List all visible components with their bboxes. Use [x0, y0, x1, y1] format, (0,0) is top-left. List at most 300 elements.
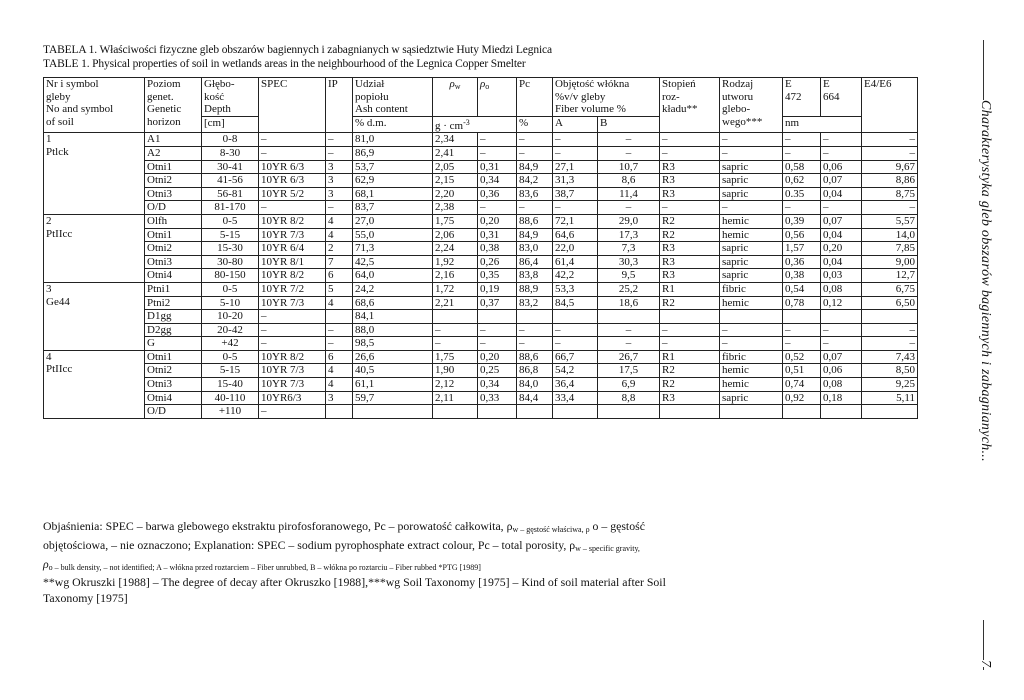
unit-density: $g \cdot cm^{-3}$	[433, 116, 517, 133]
cell-rho-w: –	[433, 323, 478, 337]
cell-fiber-b: –	[598, 201, 660, 215]
cell-material: –	[720, 323, 783, 337]
cell-pc: –	[517, 201, 553, 215]
cell-rho-o: 0,33	[478, 391, 517, 405]
cell-material: sapric	[720, 174, 783, 188]
cell-horizon: Olfh	[145, 214, 202, 228]
cell-fiber-a: 42,2	[553, 269, 598, 283]
cell-rho-w	[433, 405, 478, 419]
cell-depth: 0-5	[202, 350, 259, 364]
cell-fiber-a: 84,5	[553, 296, 598, 310]
cell-fiber-a: 22,0	[553, 242, 598, 256]
header-rho-w: $\rho_w$	[433, 78, 478, 117]
cell-ash: 88,0	[353, 323, 433, 337]
cell-horizon: O/D	[145, 405, 202, 419]
cell-fiber-b: 25,2	[598, 282, 660, 296]
cell-material	[720, 405, 783, 419]
cell-material: –	[720, 146, 783, 160]
cell-e472	[783, 310, 821, 324]
cell-rho-o: 0,34	[478, 378, 517, 392]
table-row	[44, 187, 918, 201]
cell-decay: –	[660, 133, 720, 147]
unit-depth: [cm]	[202, 116, 259, 133]
cell-rho-w: 1,75	[433, 214, 478, 228]
cell-ip: –	[326, 337, 353, 351]
cell-fiber-a: –	[553, 201, 598, 215]
cell-e664: –	[821, 337, 862, 351]
table-row	[44, 269, 918, 283]
cell-rho-o: 0,37	[478, 296, 517, 310]
cell-material: –	[720, 337, 783, 351]
cell-e4e6	[862, 310, 918, 324]
cell-fiber-a: –	[553, 323, 598, 337]
cell-ip: 4	[326, 364, 353, 378]
cell-spec: 10YR 7/3	[259, 296, 326, 310]
cell-fiber-a: 53,3	[553, 282, 598, 296]
cell-material: hemic	[720, 378, 783, 392]
cell-rho-o: 0,26	[478, 255, 517, 269]
cell-e4e6: 6,75	[862, 282, 918, 296]
cell-decay: R3	[660, 160, 720, 174]
cell-horizon: Otni3	[145, 187, 202, 201]
soil-id-cell: 3 Ge44	[44, 282, 145, 350]
unit-pc: %	[517, 116, 553, 133]
cell-horizon: D1gg	[145, 310, 202, 324]
cell-e664: –	[821, 201, 862, 215]
unit-nm: nm	[783, 116, 862, 133]
cell-e664: 0,04	[821, 255, 862, 269]
running-header	[966, 20, 1006, 700]
cell-e664: 0,07	[821, 350, 862, 364]
cell-material: hemic	[720, 228, 783, 242]
cell-rho-w: 2,24	[433, 242, 478, 256]
cell-decay: R3	[660, 187, 720, 201]
cell-spec: –	[259, 310, 326, 324]
cell-ip: 3	[326, 187, 353, 201]
cell-fiber-b: 6,9	[598, 378, 660, 392]
cell-horizon: Otni3	[145, 255, 202, 269]
cell-ip: 6	[326, 269, 353, 283]
cell-material: hemic	[720, 296, 783, 310]
cell-e4e6: 7,85	[862, 242, 918, 256]
cell-fiber-a: 38,7	[553, 187, 598, 201]
cell-decay: R2	[660, 214, 720, 228]
cell-material: sapric	[720, 187, 783, 201]
table-row	[44, 146, 918, 160]
cell-fiber-b: 11,4	[598, 187, 660, 201]
cell-ash: 27,0	[353, 214, 433, 228]
cell-e472: 0,52	[783, 350, 821, 364]
cell-decay: R2	[660, 296, 720, 310]
cell-ip: –	[326, 323, 353, 337]
cell-material: sapric	[720, 160, 783, 174]
cell-e664: –	[821, 146, 862, 160]
cell-ash	[353, 405, 433, 419]
notes-line-4: **wg Okruszki [1988] – The degree of decay after Okruszko [1988],***wg Soil Taxonomy [1975] – Kind of soil material after Soil	[43, 575, 666, 590]
table-header-row	[44, 78, 918, 117]
cell-fiber-a: –	[553, 337, 598, 351]
cell-ash: 98,5	[353, 337, 433, 351]
cell-decay: R3	[660, 255, 720, 269]
cell-fiber-a: 31,3	[553, 174, 598, 188]
cell-e472: 0,56	[783, 228, 821, 242]
cell-decay: R3	[660, 174, 720, 188]
cell-e472: 0,51	[783, 364, 821, 378]
cell-decay: R1	[660, 350, 720, 364]
cell-ip	[326, 405, 353, 419]
cell-ash: 53,7	[353, 160, 433, 174]
header-soil-symbol: Nr i symbol gleby No and symbol of soil	[44, 78, 145, 133]
cell-e4e6: 8,50	[862, 364, 918, 378]
cell-fiber-b: –	[598, 133, 660, 147]
cell-rho-o: –	[478, 146, 517, 160]
cell-pc: 84,2	[517, 174, 553, 188]
cell-decay	[660, 310, 720, 324]
page-number: 7	[978, 660, 993, 667]
cell-ip: 3	[326, 174, 353, 188]
cell-rho-o: –	[478, 133, 517, 147]
cell-e4e6: –	[862, 323, 918, 337]
cell-depth: 5-15	[202, 364, 259, 378]
cell-horizon: A2	[145, 146, 202, 160]
cell-rho-o: 0,34	[478, 174, 517, 188]
cell-spec: 10YR 8/1	[259, 255, 326, 269]
cell-e4e6: 9,67	[862, 160, 918, 174]
cell-fiber-a: 36,4	[553, 378, 598, 392]
cell-material: fibric	[720, 350, 783, 364]
cell-fiber-a: –	[553, 146, 598, 160]
cell-e4e6: 7,43	[862, 350, 918, 364]
cell-spec: 10YR6/3	[259, 391, 326, 405]
cell-e664: 0,07	[821, 174, 862, 188]
cell-rho-w: 2,12	[433, 378, 478, 392]
cell-ash: 55,0	[353, 228, 433, 242]
cell-decay: R2	[660, 228, 720, 242]
cell-e472: 0.35	[783, 187, 821, 201]
cell-rho-o: 0,20	[478, 214, 517, 228]
cell-e664: 0,20	[821, 242, 862, 256]
cell-pc: 84,0	[517, 378, 553, 392]
cell-depth: 56-81	[202, 187, 259, 201]
cell-e4e6: 9,25	[862, 378, 918, 392]
cell-pc: 84,4	[517, 391, 553, 405]
cell-pc: –	[517, 146, 553, 160]
header-pc: Pc	[517, 78, 553, 117]
cell-horizon: Otni2	[145, 364, 202, 378]
cell-fiber-a: 61,4	[553, 255, 598, 269]
caption-polish: TABELA 1. Właściwości fizyczne gleb obszarów bagiennych i zabagnianych w sąsiedztwie Huty Miedzi Legnica	[43, 44, 552, 56]
cell-fiber-a: –	[553, 133, 598, 147]
cell-decay: R2	[660, 364, 720, 378]
cell-rho-w: 2,05	[433, 160, 478, 174]
cell-spec: 10YR 8/2	[259, 269, 326, 283]
cell-e664: 0,18	[821, 391, 862, 405]
cell-horizon: A1	[145, 133, 202, 147]
cell-decay: –	[660, 337, 720, 351]
cell-depth: 30-41	[202, 160, 259, 174]
table-row	[44, 242, 918, 256]
cell-e4e6: –	[862, 337, 918, 351]
header-horizon: Poziom genet. Genetic horizon	[145, 78, 202, 133]
cell-ip	[326, 310, 353, 324]
cell-pc: 86,4	[517, 255, 553, 269]
notes-line-5: Taxonomy [1975]	[43, 591, 128, 606]
header-fiber-b: B	[598, 116, 660, 133]
table-notes	[43, 519, 943, 607]
cell-e4e6: 5,11	[862, 391, 918, 405]
cell-fiber-b: 29,0	[598, 214, 660, 228]
header-spec: SPEC	[259, 78, 326, 133]
cell-rho-o: –	[478, 337, 517, 351]
cell-decay: R2	[660, 378, 720, 392]
cell-spec: 10YR 6/3	[259, 174, 326, 188]
cell-material: hemic	[720, 214, 783, 228]
cell-e4e6: 6,50	[862, 296, 918, 310]
cell-rho-o: 0,31	[478, 228, 517, 242]
cell-e472: 0,38	[783, 269, 821, 283]
cell-decay: –	[660, 201, 720, 215]
cell-ip: 3	[326, 160, 353, 174]
cell-e664: 0,04	[821, 187, 862, 201]
cell-e664	[821, 310, 862, 324]
cell-fiber-b: –	[598, 323, 660, 337]
cell-fiber-b: 8,8	[598, 391, 660, 405]
notes-line-1: Objaśnienia: SPEC – barwa glebowego ekstraktu pirofosforanowego, Pc – porowatość całkowita, $\rho_{w - gęstość właściwa, \rho}$ o – gęstość	[43, 519, 645, 534]
cell-ash: 62,9	[353, 174, 433, 188]
cell-rho-o	[478, 405, 517, 419]
header-fiber-volume: Objętość włókna %v/v gleby Fiber volume %	[553, 78, 660, 117]
cell-decay: R3	[660, 242, 720, 256]
cell-pc: 83,0	[517, 242, 553, 256]
cell-ash: 42,5	[353, 255, 433, 269]
cell-pc: 84,9	[517, 160, 553, 174]
cell-e472: –	[783, 133, 821, 147]
cell-e4e6: 8,86	[862, 174, 918, 188]
cell-ip: 4	[326, 228, 353, 242]
cell-fiber-b: 18,6	[598, 296, 660, 310]
cell-rho-o: 0,31	[478, 160, 517, 174]
cell-rho-w: 2,15	[433, 174, 478, 188]
cell-ip: 4	[326, 296, 353, 310]
cell-depth: 10-20	[202, 310, 259, 324]
cell-e4e6: 14,0	[862, 228, 918, 242]
cell-ip: 4	[326, 214, 353, 228]
cell-horizon: Otni4	[145, 391, 202, 405]
cell-e4e6: 9,00	[862, 255, 918, 269]
cell-material: fibric	[720, 282, 783, 296]
cell-e4e6: –	[862, 133, 918, 147]
cell-depth: +42	[202, 337, 259, 351]
cell-spec: 10YR 8/2	[259, 214, 326, 228]
cell-material: hemic	[720, 364, 783, 378]
cell-fiber-b: 17,5	[598, 364, 660, 378]
table-row	[44, 174, 918, 188]
cell-ip: 3	[326, 391, 353, 405]
cell-ash: 84,1	[353, 310, 433, 324]
header-e472: E 472	[783, 78, 821, 117]
cell-rho-w: 1,75	[433, 350, 478, 364]
cell-e664: 0,03	[821, 269, 862, 283]
cell-rho-w	[433, 310, 478, 324]
cell-material: –	[720, 133, 783, 147]
cell-spec: 10YR 5/2	[259, 187, 326, 201]
cell-rho-w: 2,34	[433, 133, 478, 147]
cell-fiber-a: 27,1	[553, 160, 598, 174]
cell-depth: 0-8	[202, 133, 259, 147]
cell-spec: 10YR 7/2	[259, 282, 326, 296]
cell-material: sapric	[720, 255, 783, 269]
cell-rho-w: –	[433, 337, 478, 351]
cell-e472: 0,62	[783, 174, 821, 188]
table-row	[44, 160, 918, 174]
cell-fiber-b: 9,5	[598, 269, 660, 283]
cell-e664: 0,08	[821, 282, 862, 296]
cell-pc: 83,8	[517, 269, 553, 283]
cell-fiber-a	[553, 310, 598, 324]
cell-e4e6	[862, 405, 918, 419]
cell-e472: 0,58	[783, 160, 821, 174]
cell-rho-o	[478, 310, 517, 324]
unit-ash: % d.m.	[353, 116, 433, 133]
table-row	[44, 310, 918, 324]
cell-rho-w: 2,06	[433, 228, 478, 242]
table-row	[44, 282, 918, 296]
cell-depth: 20-42	[202, 323, 259, 337]
cell-e472: 0,54	[783, 282, 821, 296]
cell-fiber-b: 17,3	[598, 228, 660, 242]
cell-pc: –	[517, 323, 553, 337]
cell-e664: 0,12	[821, 296, 862, 310]
header-e664: E 664	[821, 78, 862, 117]
caption-english: TABLE 1. Physical properties of soil in wetlands areas in the neighbourhood of the Legnica Copper Smelter	[43, 57, 526, 70]
table-row	[44, 323, 918, 337]
cell-material: –	[720, 201, 783, 215]
cell-horizon: Otni3	[145, 378, 202, 392]
cell-depth: 5-10	[202, 296, 259, 310]
cell-spec: 10YR 8/2	[259, 350, 326, 364]
table-row	[44, 391, 918, 405]
cell-e472: 0,39	[783, 214, 821, 228]
cell-horizon: Otni4	[145, 269, 202, 283]
cell-depth: +110	[202, 405, 259, 419]
notes-line-2: objętościowa, – nie oznaczono; Explanation: SPEC – sodium pyrophosphate extract colour, Pc – total porosity, $\rho_{w - specific gravity,}$	[43, 537, 640, 553]
cell-pc: –	[517, 337, 553, 351]
running-title: Charakterystyka gleb obszarów bagiennych i zabagnianych...	[970, 100, 1000, 620]
cell-ip: –	[326, 146, 353, 160]
cell-ash: 24,2	[353, 282, 433, 296]
cell-horizon: Ptni1	[145, 282, 202, 296]
cell-e664: 0,07	[821, 214, 862, 228]
cell-e472: –	[783, 146, 821, 160]
cell-fiber-a: 54,2	[553, 364, 598, 378]
cell-e472: 0,74	[783, 378, 821, 392]
cell-ip: –	[326, 201, 353, 215]
cell-rho-o: –	[478, 201, 517, 215]
table-row	[44, 364, 918, 378]
cell-pc: –	[517, 133, 553, 147]
cell-fiber-b: 8,6	[598, 174, 660, 188]
cell-horizon: Otni2	[145, 242, 202, 256]
cell-ash: 68,1	[353, 187, 433, 201]
cell-spec: 10YR 7/3	[259, 228, 326, 242]
cell-pc: 84,9	[517, 228, 553, 242]
cell-fiber-a: 64,6	[553, 228, 598, 242]
cell-depth: 15-40	[202, 378, 259, 392]
table-row	[44, 201, 918, 215]
cell-depth: 0-5	[202, 214, 259, 228]
table-row	[44, 214, 918, 228]
cell-rho-o: –	[478, 323, 517, 337]
cell-depth: 8-30	[202, 146, 259, 160]
table-row	[44, 405, 918, 419]
cell-rho-w: 1,92	[433, 255, 478, 269]
cell-fiber-a	[553, 405, 598, 419]
cell-e664: 0,06	[821, 160, 862, 174]
cell-e4e6: 12,7	[862, 269, 918, 283]
cell-rho-w: 2,11	[433, 391, 478, 405]
cell-pc: 88,6	[517, 350, 553, 364]
cell-material: sapric	[720, 242, 783, 256]
cell-fiber-b: 10,7	[598, 160, 660, 174]
cell-ash: 40,5	[353, 364, 433, 378]
cell-e4e6: 8,75	[862, 187, 918, 201]
cell-material: sapric	[720, 269, 783, 283]
table-caption	[43, 44, 943, 71]
cell-depth: 0-5	[202, 282, 259, 296]
soil-properties-table	[43, 77, 918, 419]
cell-ash: 86,9	[353, 146, 433, 160]
cell-rho-w: 2,41	[433, 146, 478, 160]
header-e4e6: E4/E6	[862, 78, 918, 133]
cell-rho-o: 0,36	[478, 187, 517, 201]
cell-ash: 61,1	[353, 378, 433, 392]
cell-fiber-b	[598, 405, 660, 419]
cell-decay: R3	[660, 269, 720, 283]
cell-e472: –	[783, 201, 821, 215]
cell-e472: 0,92	[783, 391, 821, 405]
cell-e664: 0,06	[821, 364, 862, 378]
cell-pc: 83,6	[517, 187, 553, 201]
cell-e472: 0,36	[783, 255, 821, 269]
cell-e472: –	[783, 323, 821, 337]
cell-e4e6: 5,57	[862, 214, 918, 228]
cell-spec: –	[259, 201, 326, 215]
cell-depth: 81-170	[202, 201, 259, 215]
cell-decay	[660, 405, 720, 419]
cell-ash: 68,6	[353, 296, 433, 310]
cell-spec: –	[259, 337, 326, 351]
cell-pc: 88,9	[517, 282, 553, 296]
table-row	[44, 350, 918, 364]
cell-decay: R3	[660, 391, 720, 405]
cell-rho-o: 0,19	[478, 282, 517, 296]
table-row	[44, 337, 918, 351]
cell-ash: 71,3	[353, 242, 433, 256]
cell-horizon: Otni2	[145, 174, 202, 188]
cell-depth: 80-150	[202, 269, 259, 283]
cell-spec: 10YR 6/3	[259, 160, 326, 174]
cell-e4e6: –	[862, 146, 918, 160]
cell-horizon: Otni1	[145, 350, 202, 364]
cell-fiber-b: –	[598, 146, 660, 160]
cell-depth: 15-30	[202, 242, 259, 256]
cell-horizon: D2gg	[145, 323, 202, 337]
cell-rho-w: 1,72	[433, 282, 478, 296]
cell-rho-o: 0,25	[478, 364, 517, 378]
cell-depth: 5-15	[202, 228, 259, 242]
soil-id-cell: 2 PtIIcc	[44, 214, 145, 282]
cell-pc: 83,2	[517, 296, 553, 310]
